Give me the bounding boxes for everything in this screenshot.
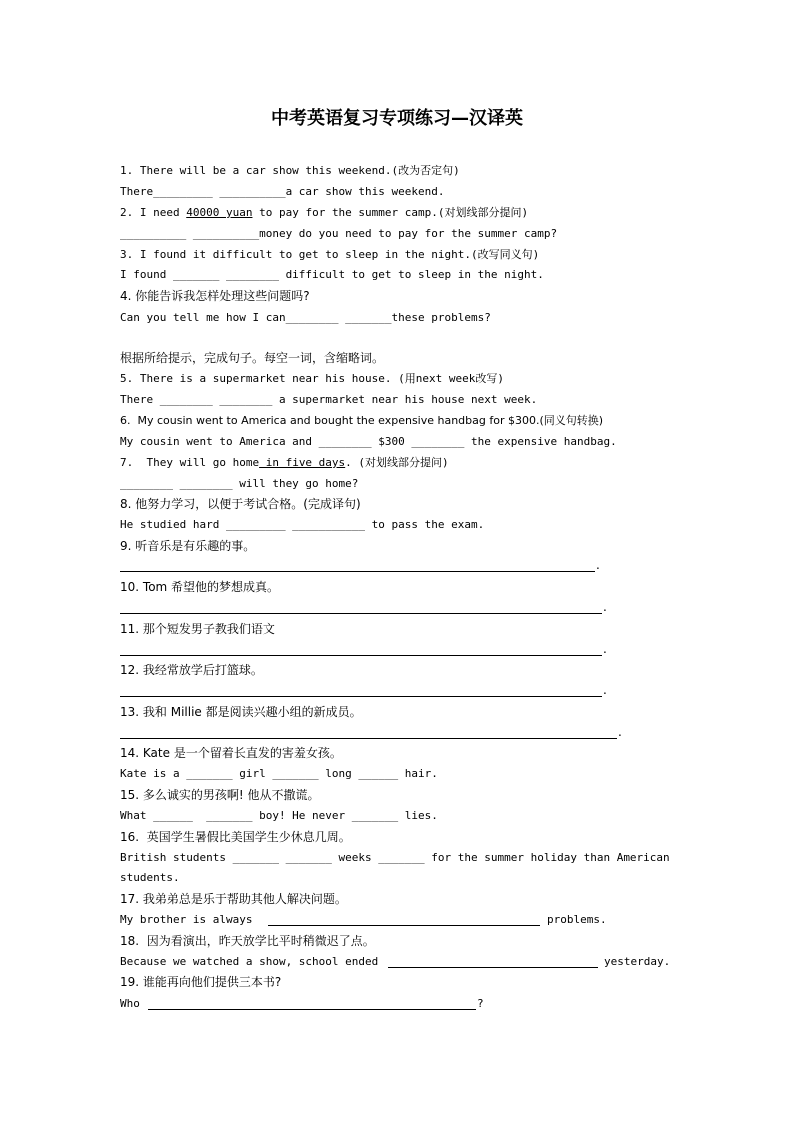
q15-prompt: 15. 多么诚实的男孩啊! 他从不撒谎。 [120, 788, 320, 802]
q19-answer-rule[interactable] [148, 1009, 476, 1010]
section-instruction: 根据所给提示，完成句子。每空一词，含缩略词。 [120, 351, 385, 365]
q12-prompt: 12. 我经常放学后打篮球。 [120, 663, 263, 677]
q18-answer-start: Because we watched a show, school ended [120, 955, 379, 968]
q19-prompt: 19. 谁能再向他们提供三本书? [120, 975, 282, 989]
q12-answer-rule[interactable] [120, 696, 602, 697]
page-title: 中考英语复习专项练习—汉译英 [271, 108, 523, 129]
q7-prompt [120, 456, 449, 470]
q10-prompt: 10. Tom 希望他的梦想成真。 [120, 580, 280, 594]
q16-answer-continuation: students. [120, 871, 180, 884]
q6-prompt: 6. My cousin went to America and bought the expensive handbag for $300.(同义句转换) [120, 414, 604, 427]
q9-prompt: 9. 听音乐是有乐趣的事。 [120, 539, 256, 553]
q17-answer-start: My brother is always [120, 913, 253, 926]
q2-prompt [120, 206, 528, 220]
q19-answer-start: Who [120, 997, 140, 1010]
q2-prompt-start: 2. I need [120, 206, 187, 219]
q7-prompt-end: . (对划线部分提问) [345, 456, 449, 469]
q11-period: . [603, 642, 607, 656]
q17-prompt: 17. 我弟弟总是乐于帮助其他人解决问题。 [120, 892, 347, 906]
q9-answer-rule[interactable] [120, 571, 595, 572]
q15-answer-line: What ______ _______ boy! He never _______ lies. [120, 809, 438, 822]
q5-answer-line: There ________ ________ a supermarket near his house next week. [120, 393, 538, 406]
q3-answer-line: I found _______ ________ difficult to get to sleep in the night. [120, 268, 544, 281]
q3-prompt: 3. I found it difficult to get to sleep in the night.(改写同义句) [120, 248, 540, 261]
q18-answer-rule[interactable] [388, 967, 598, 968]
q10-period: . [603, 600, 607, 614]
q17-answer-rule[interactable] [268, 925, 540, 926]
q1-answer-line: There_________ __________a car show this weekend. [120, 185, 445, 198]
q9-period: . [596, 558, 600, 572]
q7-underlined-phrase: in five days [259, 456, 346, 469]
q5-prompt: 5. There is a supermarket near his house. (用next week改写) [120, 372, 504, 385]
q17-answer-end: problems. [547, 913, 607, 926]
q2-prompt-end: to pay for the summer camp.(对划线部分提问) [252, 206, 529, 219]
q11-prompt: 11. 那个短发男子教我们语文 [120, 622, 275, 636]
q7-answer-line: ________ ________ will they go home? [120, 477, 359, 490]
q14-prompt: 14. Kate 是一个留着长直发的害羞女孩。 [120, 746, 342, 760]
q7-prompt-start: 7. They will go home [120, 456, 260, 469]
q4-prompt: 4. 你能告诉我怎样处理这些问题吗? [120, 289, 310, 303]
q1-prompt: 1. There will be a car show this weekend.(改为否定句) [120, 164, 460, 177]
q13-prompt: 13. 我和 Millie 都是阅读兴趣小组的新成员。 [120, 705, 362, 719]
q10-answer-rule[interactable] [120, 613, 602, 614]
q8-prompt: 8. 他努力学习，以便于考试合格。(完成译句) [120, 497, 361, 511]
q8-answer-line: He studied hard _________ ___________ to pass the exam. [120, 518, 485, 531]
q13-period: . [618, 725, 622, 739]
q6-answer-line: My cousin went to America and ________ $300 ________ the expensive handbag. [120, 435, 617, 448]
q13-answer-rule[interactable] [120, 738, 617, 739]
q4-answer-line: Can you tell me how I can________ _______these problems? [120, 311, 491, 324]
q2-answer-line: __________ __________money do you need to pay for the summer camp? [120, 227, 558, 240]
q16-prompt: 16. 英国学生暑假比美国学生少休息几周。 [120, 830, 351, 844]
q12-period: . [603, 683, 607, 697]
q2-underlined-amount: 40000 yuan [186, 206, 253, 219]
q14-answer-line: Kate is a _______ girl _______ long ______ hair. [120, 767, 438, 780]
q18-answer-end: yesterday. [604, 955, 671, 968]
q19-question-mark: ? [477, 997, 484, 1010]
q16-answer-line: British students _______ _______ weeks _______ for the summer holiday than American [120, 851, 670, 864]
q18-prompt: 18. 因为看演出，昨天放学比平时稍微迟了点。 [120, 934, 375, 948]
q11-answer-rule[interactable] [120, 655, 602, 656]
